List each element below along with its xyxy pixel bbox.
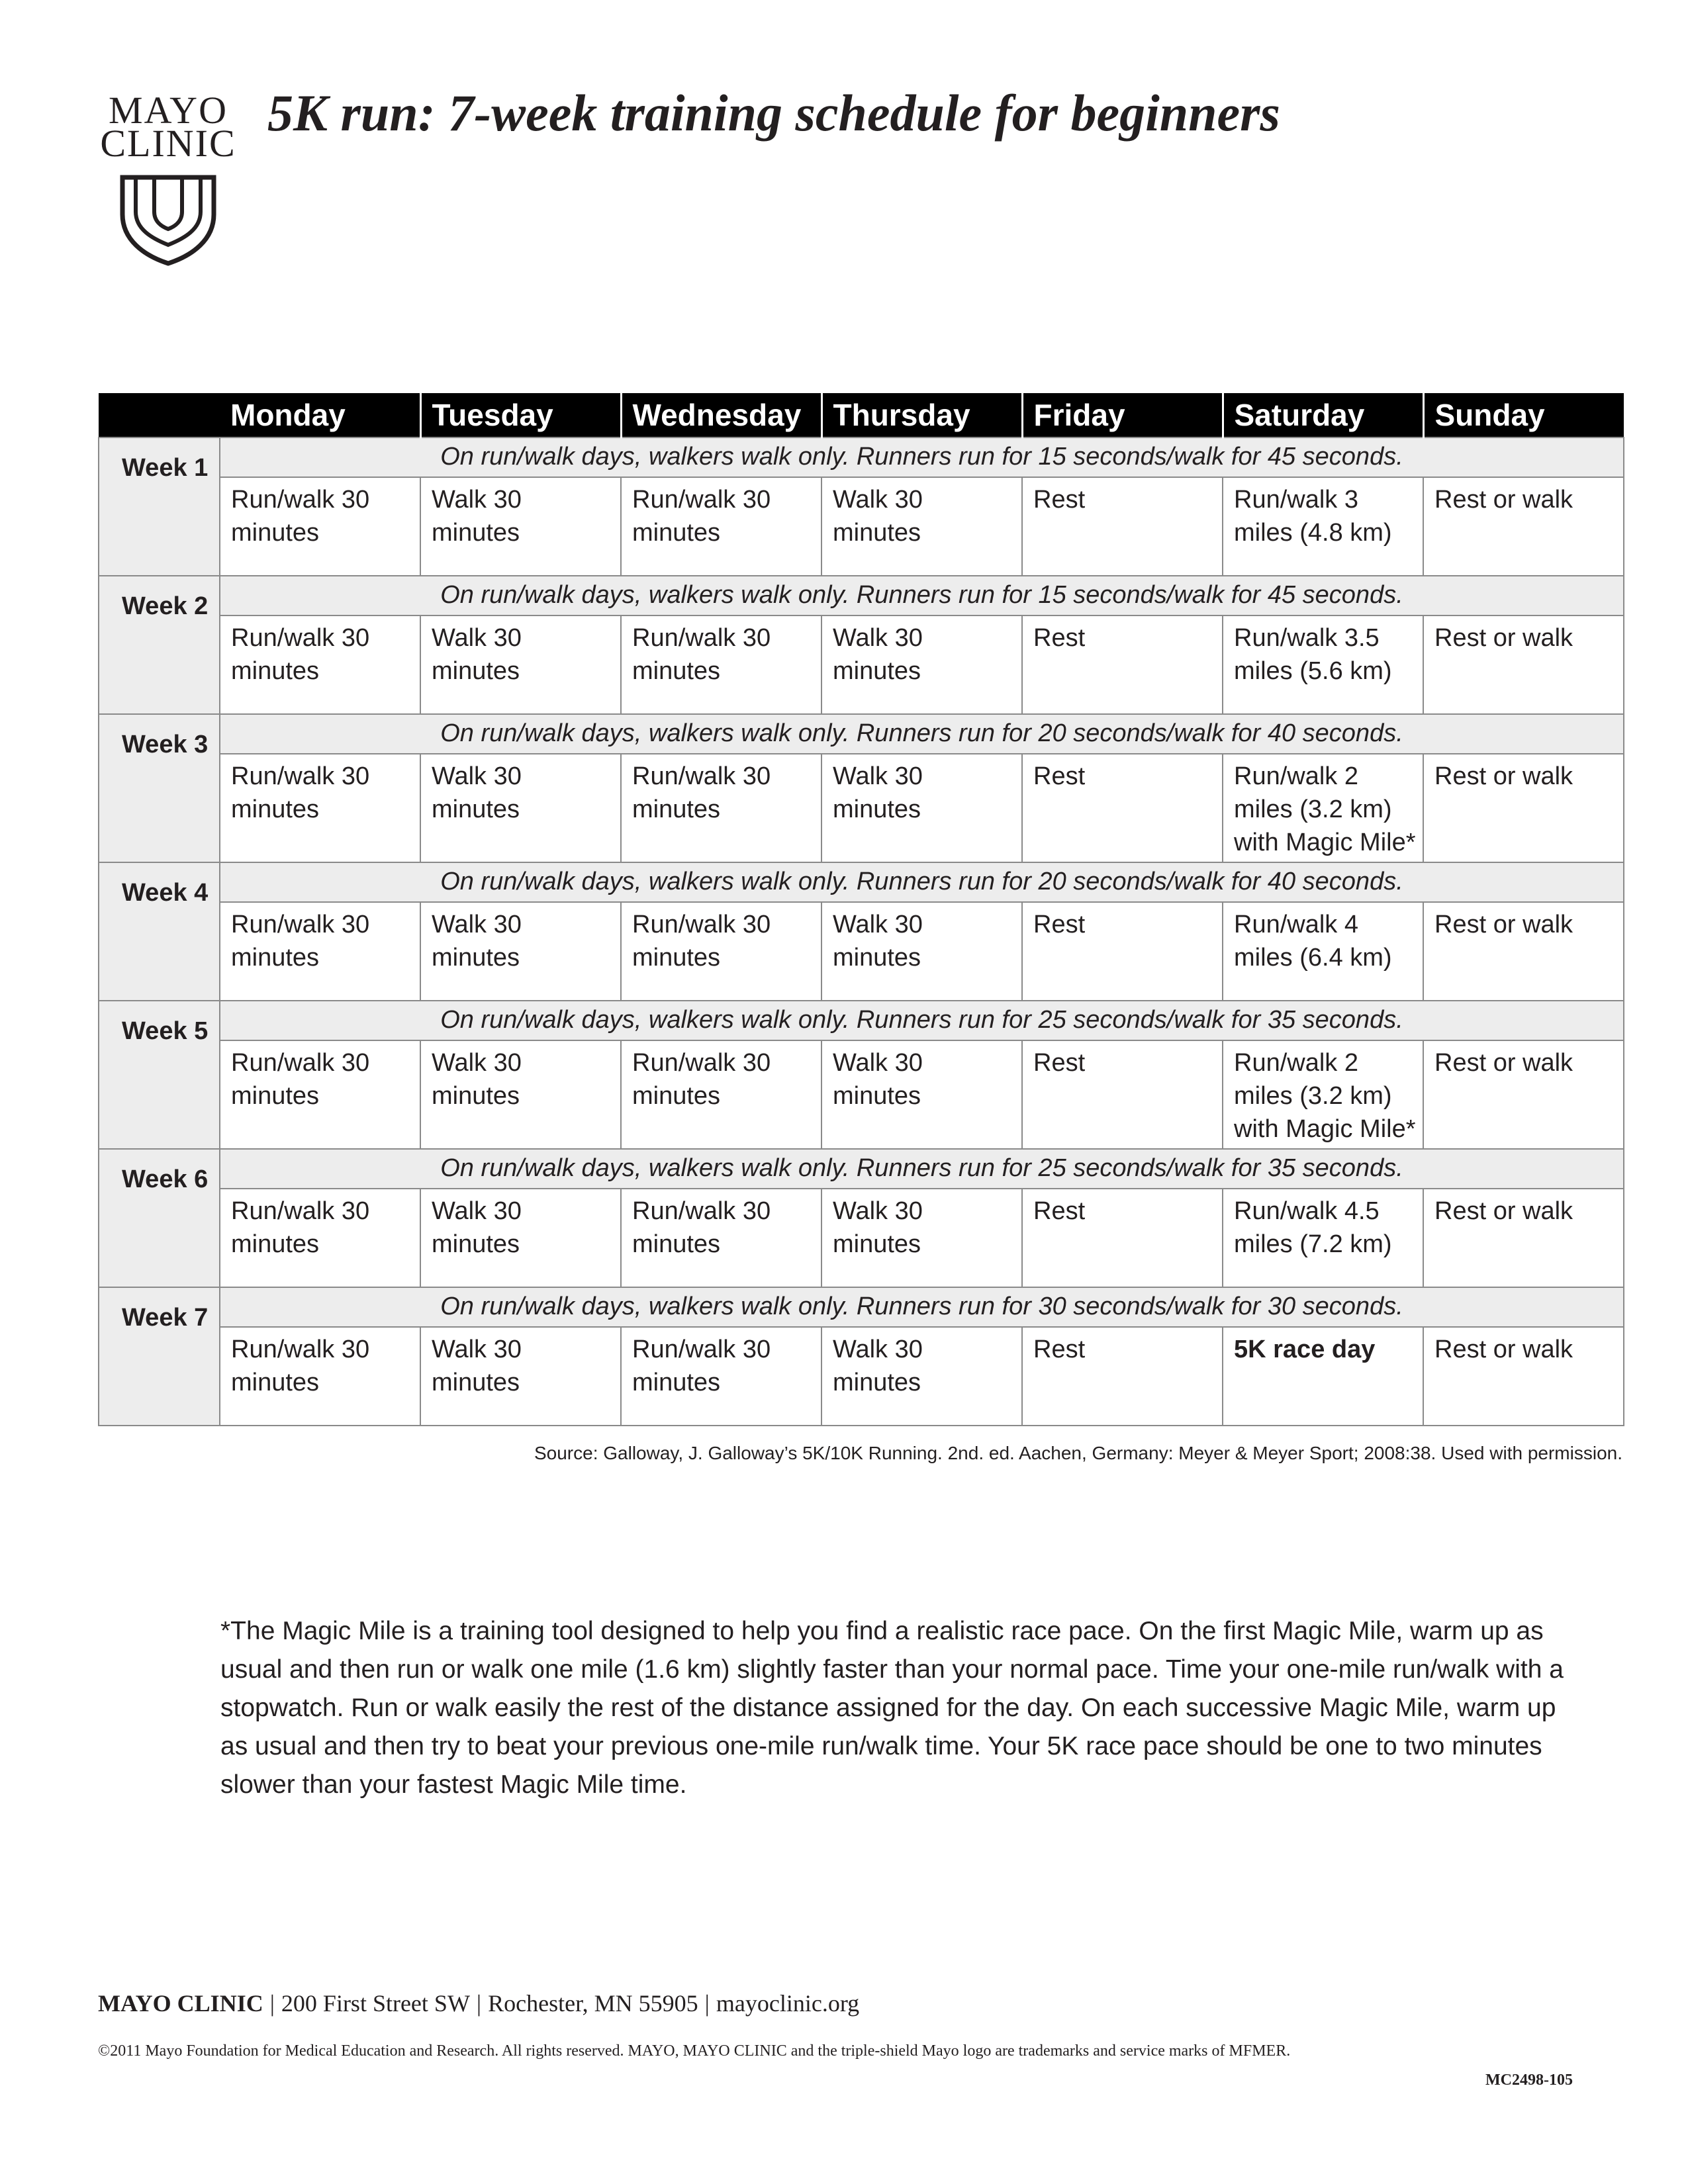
header-thursday: Thursday [821, 393, 1022, 437]
cell-tuesday: Walk 30 minutes [420, 615, 621, 714]
cell-friday: Rest [1022, 615, 1223, 714]
note-row [99, 576, 1624, 615]
cell-monday: Run/walk 30 minutes [220, 1327, 420, 1426]
header-tuesday: Tuesday [420, 393, 621, 437]
cell-friday: Rest [1022, 477, 1223, 576]
footer-separator: | [476, 1990, 482, 2017]
cell-tuesday: Walk 30 minutes [420, 477, 621, 576]
interval-note: On run/walk days, walkers walk only. Runners run for 15 seconds/walk for 45 seconds. [220, 437, 1624, 477]
cell-tuesday: Walk 30 minutes [420, 1189, 621, 1287]
week-label: Week 4 [99, 862, 220, 1001]
note-row [99, 1149, 1624, 1189]
cell-thursday: Walk 30 minutes [821, 754, 1022, 862]
header-row [99, 393, 1624, 437]
header-wednesday: Wednesday [621, 393, 821, 437]
cell-wednesday: Run/walk 30 minutes [621, 754, 821, 862]
cell-saturday-race-day: 5K race day [1223, 1327, 1423, 1426]
cell-friday: Rest [1022, 902, 1223, 1001]
cell-monday: Run/walk 30 minutes [220, 477, 420, 576]
cell-saturday: Run/walk 4.5 miles (7.2 km) [1223, 1189, 1423, 1287]
schedule-row [99, 1040, 1624, 1149]
header-friday: Friday [1022, 393, 1223, 437]
note-row [99, 1001, 1624, 1040]
schedule-row [99, 902, 1624, 1001]
cell-sunday: Rest or walk [1423, 615, 1624, 714]
source-citation: Source: Galloway, J. Galloway’s 5K/10K Running. 2nd. ed. Aachen, Germany: Meyer & Meyer Sport; 2008:38. Used with permission. [534, 1443, 1622, 1463]
magic-mile-footnote: *The Magic Mile is a training tool designed to help you find a realistic race pace. On the first Magic Mile, warm up as usual and then run or walk one mile (1.6 km) slightly faster than your normal pace. Time your one-mile run/walk with a stopwatch. Run or walk easily the rest of the distance assigned for the day. On each successive Magic Mile, warm up as usual and then try to beat your previous one-mile run/walk time. Your 5K race pace should be one to two minutes slower than your fastest Magic Mile time. [220, 1617, 1564, 1799]
note-row [99, 862, 1624, 902]
page-title: 5K run: 7-week training schedule for beginners [267, 84, 1280, 142]
cell-monday: Run/walk 30 minutes [220, 902, 420, 1001]
cell-saturday: Run/walk 3.5 miles (5.6 km) [1223, 615, 1423, 714]
cell-saturday: Run/walk 4 miles (6.4 km) [1223, 902, 1423, 1001]
cell-sunday: Rest or walk [1423, 1040, 1624, 1149]
footer-city: Rochester, MN 55905 [488, 1990, 698, 2017]
triple-shield-icon [118, 173, 218, 266]
note-row [99, 437, 1624, 477]
document-code: MC2498-105 [1485, 2071, 1573, 2089]
footer-address-line [98, 1989, 859, 2017]
interval-note: On run/walk days, walkers walk only. Runners run for 25 seconds/walk for 35 seconds. [220, 1001, 1624, 1040]
cell-sunday: Rest or walk [1423, 902, 1624, 1001]
header-saturday: Saturday [1223, 393, 1423, 437]
cell-tuesday: Walk 30 minutes [420, 1040, 621, 1149]
header-monday: Monday [220, 393, 420, 437]
cell-saturday: Run/walk 3 miles (4.8 km) [1223, 477, 1423, 576]
mayo-clinic-logo [95, 89, 241, 266]
cell-friday: Rest [1022, 754, 1223, 862]
cell-thursday: Walk 30 minutes [821, 477, 1022, 576]
cell-monday: Run/walk 30 minutes [220, 1189, 420, 1287]
cell-thursday: Walk 30 minutes [821, 1189, 1022, 1287]
cell-thursday: Walk 30 minutes [821, 615, 1022, 714]
interval-note: On run/walk days, walkers walk only. Runners run for 20 seconds/walk for 40 seconds. [220, 714, 1624, 754]
cell-monday: Run/walk 30 minutes [220, 754, 420, 862]
week-label: Week 1 [99, 437, 220, 576]
cell-wednesday: Run/walk 30 minutes [621, 1040, 821, 1149]
schedule-row [99, 754, 1624, 862]
interval-note: On run/walk days, walkers walk only. Runners run for 30 seconds/walk for 30 seconds. [220, 1287, 1624, 1327]
cell-thursday: Walk 30 minutes [821, 1327, 1022, 1426]
training-schedule-table [98, 393, 1624, 1426]
cell-sunday: Rest or walk [1423, 477, 1624, 576]
cell-sunday: Rest or walk [1423, 754, 1624, 862]
note-row [99, 1287, 1624, 1327]
logo-word-clinic: CLINIC [100, 122, 236, 165]
footer-website: mayoclinic.org [716, 1990, 860, 2017]
footer-separator: | [704, 1990, 710, 2017]
cell-sunday: Rest or walk [1423, 1327, 1624, 1426]
schedule-row [99, 1189, 1624, 1287]
interval-note: On run/walk days, walkers walk only. Runners run for 25 seconds/walk for 35 seconds. [220, 1149, 1624, 1189]
cell-wednesday: Run/walk 30 minutes [621, 1189, 821, 1287]
interval-note: On run/walk days, walkers walk only. Runners run for 20 seconds/walk for 40 seconds. [220, 862, 1624, 902]
footer-brand: MAYO CLINIC [98, 1990, 263, 2017]
interval-note: On run/walk days, walkers walk only. Runners run for 15 seconds/walk for 45 seconds. [220, 576, 1624, 615]
cell-wednesday: Run/walk 30 minutes [621, 615, 821, 714]
footer-address: 200 First Street SW [281, 1990, 470, 2017]
copyright-notice: ©2011 Mayo Foundation for Medical Education and Research. All rights reserved. MAYO, MAYO CLINIC and the triple-shield Mayo logo are trademarks and service marks of MFMER. [98, 2042, 1291, 2060]
week-label: Week 2 [99, 576, 220, 714]
cell-monday: Run/walk 30 minutes [220, 615, 420, 714]
week-label: Week 3 [99, 714, 220, 862]
footer-separator: | [269, 1990, 275, 2017]
week-label: Week 7 [99, 1287, 220, 1426]
week-label: Week 5 [99, 1001, 220, 1149]
schedule-row [99, 477, 1624, 576]
cell-thursday: Walk 30 minutes [821, 902, 1022, 1001]
cell-friday: Rest [1022, 1040, 1223, 1149]
cell-wednesday: Run/walk 30 minutes [621, 902, 821, 1001]
week-label: Week 6 [99, 1149, 220, 1287]
schedule-row [99, 615, 1624, 714]
cell-friday: Rest [1022, 1327, 1223, 1426]
cell-tuesday: Walk 30 minutes [420, 902, 621, 1001]
cell-friday: Rest [1022, 1189, 1223, 1287]
cell-wednesday: Run/walk 30 minutes [621, 1327, 821, 1426]
schedule-row [99, 1327, 1624, 1426]
note-row [99, 714, 1624, 754]
header-week-blank [99, 393, 220, 437]
cell-saturday: Run/walk 2 miles (3.2 km) with Magic Mile* [1223, 754, 1423, 862]
header-sunday: Sunday [1423, 393, 1624, 437]
cell-tuesday: Walk 30 minutes [420, 754, 621, 862]
cell-monday: Run/walk 30 minutes [220, 1040, 420, 1149]
cell-thursday: Walk 30 minutes [821, 1040, 1022, 1149]
cell-saturday: Run/walk 2 miles (3.2 km) with Magic Mile* [1223, 1040, 1423, 1149]
cell-tuesday: Walk 30 minutes [420, 1327, 621, 1426]
cell-sunday: Rest or walk [1423, 1189, 1624, 1287]
cell-wednesday: Run/walk 30 minutes [621, 477, 821, 576]
logo-word-mayo: MAYO [109, 89, 228, 132]
